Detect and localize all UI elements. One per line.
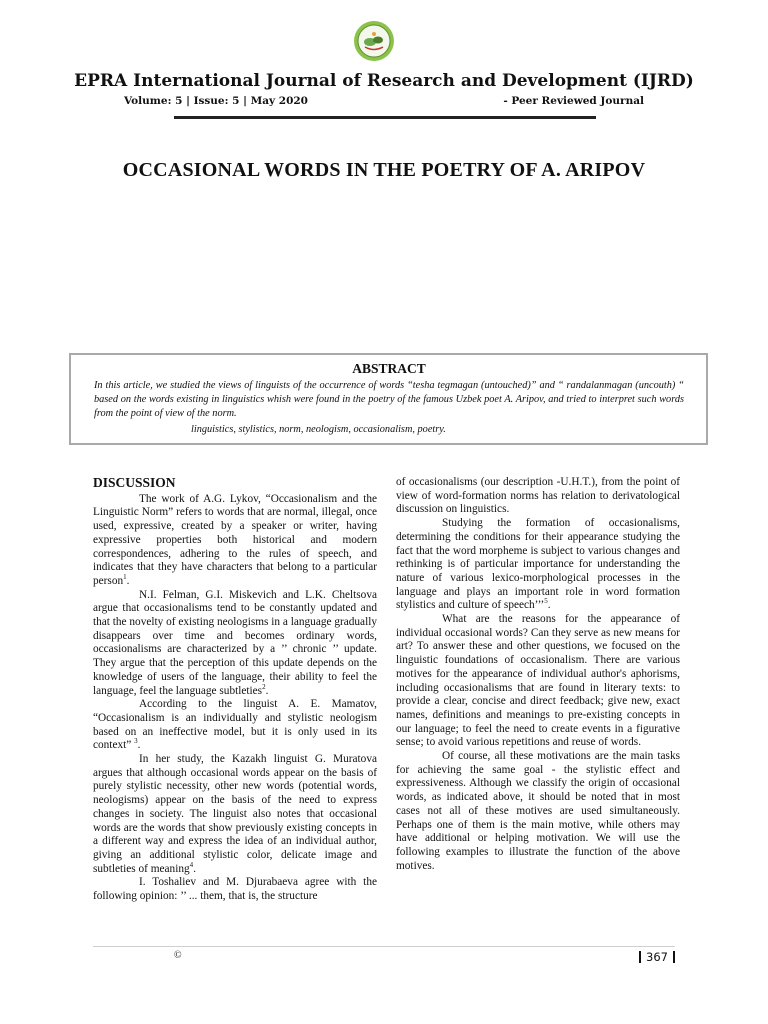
paragraph: Of course, all these motivations are the main tasks for achieving the same goal - the stylistic effect and expressiveness. Although we classify the origin of occasional words, as indicated above, it should be noted that in most cases not all of these motives are used simultaneously. Perhaps one of them is the main motive, while others may have additional or helping motivation. We will use the following examples to illustrate the function of the above motives. bbox=[396, 750, 680, 872]
paper-title: OCCASIONAL WORDS IN THE POETRY OF A. ARIPOV bbox=[122, 159, 646, 181]
footnote-ref: 5 bbox=[544, 597, 548, 606]
section-heading: DISCUSSION bbox=[93, 475, 176, 490]
page-bar-right bbox=[673, 951, 675, 963]
footnote-ref: 3 bbox=[134, 737, 138, 746]
paragraph: Studying the formation of occasionalisms, determining the conditions for their appearance studying the fact that the word morpheme is subject to various changes and rethinking is of particular importance for understanding the nature of various lexico-morphological processes in the language and plays an important role in word formation stylistics and culture of speech’’’$^5$. bbox=[396, 517, 680, 612]
volume-issue: Volume: 5 | Issue: 5 | May 2020 bbox=[124, 95, 308, 107]
journal-title: EPRA International Journal of Research and Development (IJRD) bbox=[74, 71, 694, 91]
keywords: linguistics, stylistics, norm, neologism, occasionalism, poetry. bbox=[191, 424, 446, 435]
paragraph: What are the reasons for the appearance of individual occasional words? Can they serve as new means for art? To answer these and other questions, we focused on the linguistic foundations of occasionalism. There are various motives for the appearance of individual author's aphorisms, including occasionalisms that are found in literary texts: to provide a clear, concise and direct feedback; give new, exact names, definitions and meanings to pre-existing concepts in our language; to feel the need to create events in a figurative sense; to avoid various repetitions and reuse of words. bbox=[396, 613, 680, 749]
abstract-heading: ABSTRACT bbox=[352, 361, 426, 376]
left-column bbox=[93, 476, 377, 904]
footnote-ref: 2 bbox=[262, 682, 266, 691]
footer-rule bbox=[93, 946, 675, 947]
paragraph: of occasionalisms (our description -U.H.T.), from the point of view of word-formation norms has relation to derivatological discussion on linguistics. bbox=[396, 476, 680, 516]
paragraph: N.I. Felman, G.I. Miskevich and L.K. Cheltsova argue that occasionalisms tend to be constantly updated and that the novelty of existing neologisms in a language gradually disappears over time and becomes ordinary words, occasionalisms are characterized by a ’’ chronic ’’ update. They argue that the perception of this update depends on the knowledge of users of the language, their ability to feel the language, feel the language subtleties$^2$. bbox=[93, 588, 377, 697]
footnote-ref: 1 bbox=[123, 573, 127, 582]
page-bar-left bbox=[639, 951, 641, 963]
paragraph: In her study, the Kazakh linguist G. Muratova argues that although occasional words appear on the basis of purely stylistic necessity, other new words (potential words, neologisms) appear on the basis of the need to express changes in society. The linguist also notes that occasional words are the words that show previously existing concepts in a different way and express the idea of an individual author, giving an additional stylistic color, delicate image and subtleties of meaning$^4$. bbox=[93, 753, 377, 875]
abstract-box bbox=[69, 353, 708, 445]
header-rule bbox=[174, 116, 596, 119]
journal-seal-icon bbox=[353, 20, 395, 62]
peer-review-label: - Peer Reviewed Journal bbox=[503, 95, 644, 107]
footnote-ref: 4 bbox=[189, 860, 194, 869]
paragraph: The work of A.G. Lykov, “Occasionalism and the Linguistic Norm” refers to words that are normal, illegal, once used, expressive, created by a speaker or writer, having expressive properties both historical and modern correspondences, adhering to the rules of speech, and indicates that they have characters that belong to a particular person$^1$. bbox=[93, 492, 377, 587]
paragraph: According to the linguist A. E. Mamatov, “Occasionalism is an individually and stylistic neologism based on an ineffective model, but it is only used in its context” $^3$. bbox=[93, 698, 377, 752]
page-number: 367 bbox=[634, 950, 680, 964]
paragraph: I. Toshaliev and M. Djurabaeva agree with the following opinion: ’’ ... them, that is, the structure bbox=[93, 876, 377, 903]
right-column bbox=[396, 476, 680, 873]
abstract-text: In this article, we studied the views of linguists of the occurrence of words “tesha tegmagan (untouched)” and “ randalanmagan (uncouth) “ based on the words existing in linguistics whish were found in the poetry of the famous Uzbek poet A. Aripov, and tried to interpret such words from the point of view of the norm. bbox=[94, 380, 684, 419]
copyright-symbol: © bbox=[174, 950, 182, 961]
issue-meta-row bbox=[124, 95, 644, 111]
